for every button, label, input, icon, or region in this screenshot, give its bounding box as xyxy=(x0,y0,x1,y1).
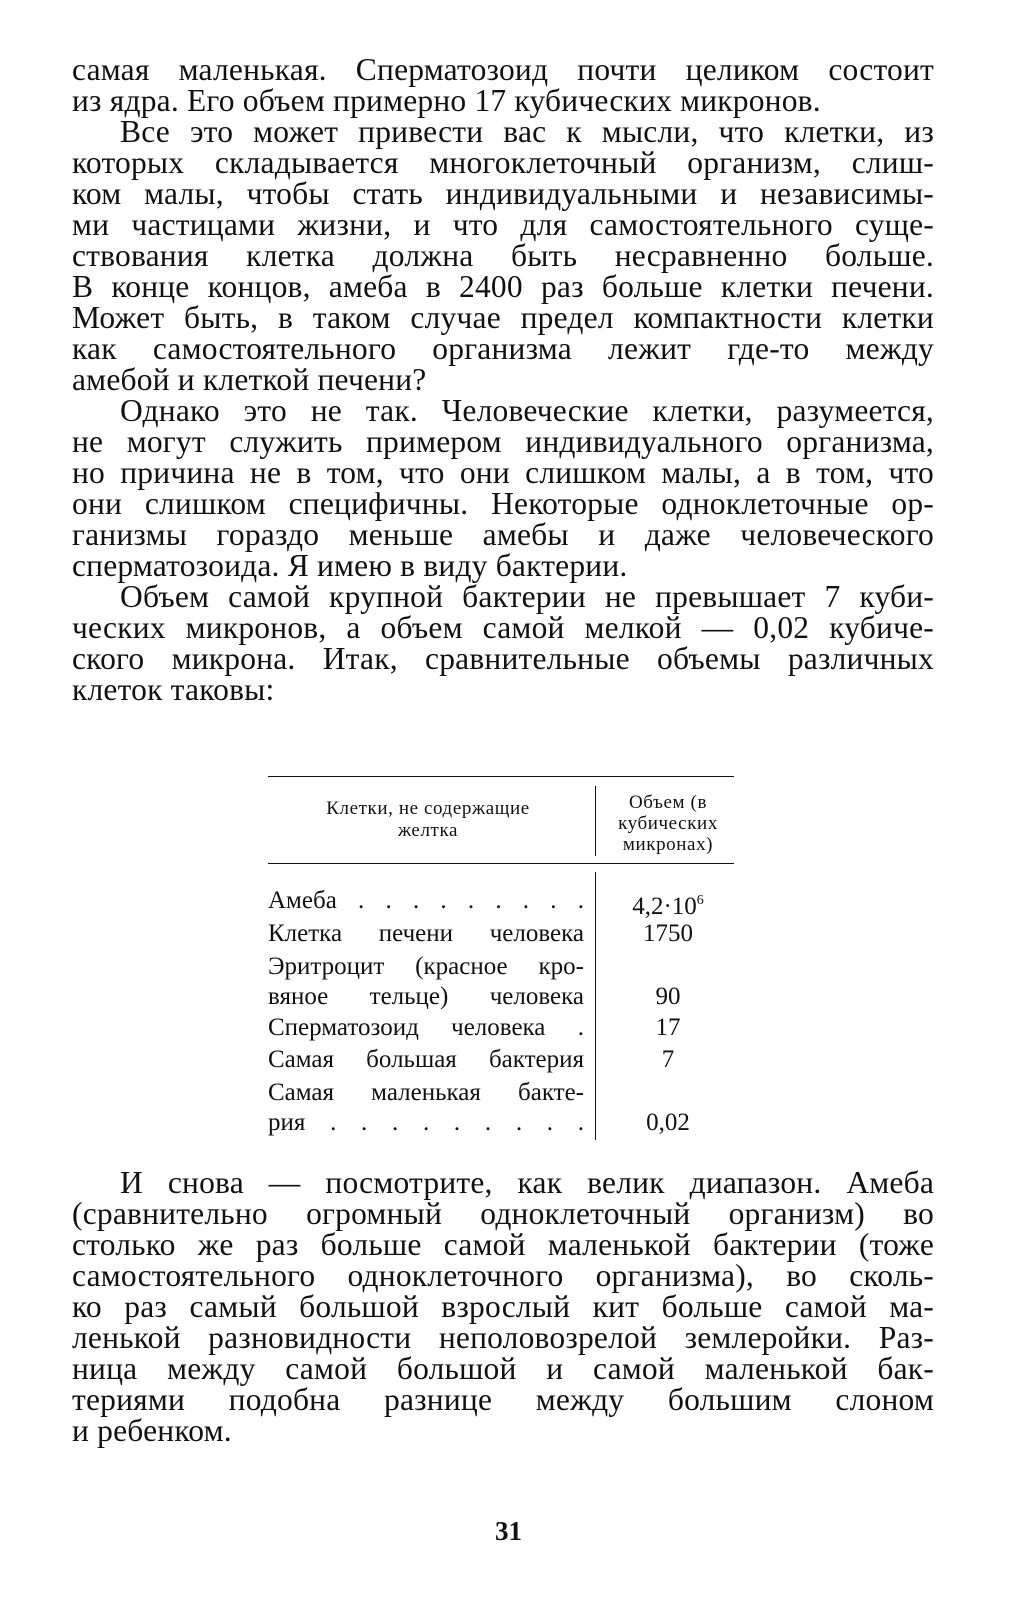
text-line: ганизмы гораздо меньше амебы и даже человеческого xyxy=(72,517,934,552)
text-line: не могут служить примером индивидуального организма, xyxy=(72,424,934,459)
table-row-value xyxy=(602,1045,734,1075)
table-row-name-line: Сперматозоид человека . xyxy=(268,1014,584,1041)
page-body xyxy=(72,54,934,705)
text-block-top xyxy=(72,54,934,705)
paragraph xyxy=(72,581,934,705)
table-row-value-text: 7 xyxy=(661,1046,675,1073)
text-line: ского микрона. Итак, сравнительные объемы различных xyxy=(72,641,934,676)
text-line: ница между самой большой и самой маленькой бак- xyxy=(72,1351,934,1386)
text-line: они слишком специфичны. Некоторые одноклеточные ор- xyxy=(72,486,934,521)
text-line: как самостоятельного организма лежит где-то между xyxy=(72,331,934,366)
text-line: Однако это не так. Человеческие клетки, разумеется, xyxy=(120,393,934,428)
table-row-name xyxy=(268,1013,584,1043)
table-row-name xyxy=(268,1045,584,1075)
table-body-divider xyxy=(595,872,596,1140)
paragraph xyxy=(72,1167,934,1446)
text-line: амебой и клеткой печени? xyxy=(72,362,427,397)
text-line: ми частицами жизни, и что для самостоятельного суще- xyxy=(72,207,934,242)
table-row-value-exponent: 6 xyxy=(696,893,704,908)
table-row-name-line: Амеба . . . . . . . . . xyxy=(268,887,584,914)
text-line: Все это может привести вас к мысли, что клетки, из xyxy=(120,114,934,149)
table-row-name xyxy=(268,952,584,1012)
text-line: самая маленькая. Сперматозоид почти целиком состоит xyxy=(72,52,934,87)
table-row-name-line: Клетка печени человека xyxy=(268,920,584,947)
table-header-cells-line: желтка xyxy=(397,820,459,841)
text-line: столько же раз больше самой маленькой бактерии (тоже xyxy=(72,1227,934,1262)
text-line: (сравнительно огромный одноклеточный организм) во xyxy=(72,1196,934,1231)
text-line: и ребенком. xyxy=(72,1413,232,1448)
table-row-name-line: рия . . . . . . . . . xyxy=(268,1109,584,1136)
table-header-divider xyxy=(595,786,596,856)
text-line: ствования клетка должна быть несравненно больше. xyxy=(72,238,934,273)
table-row-name xyxy=(268,1078,584,1138)
text-line: ко раз самый большой взрослый кит больше самой ма- xyxy=(72,1289,934,1324)
text-line: самостоятельного одноклеточного организма), во сколь- xyxy=(72,1258,934,1293)
text-line: В конце концов, амеба в 2400 раз больше клетки печени. xyxy=(72,269,934,304)
text-line: Может быть, в таком случае предел компактности клетки xyxy=(72,300,934,335)
table-row-name xyxy=(268,919,584,949)
text-line: но причина не в том, что они слишком малы, а в том, что xyxy=(72,455,934,490)
page-number: 31 xyxy=(495,1516,522,1546)
text-line: из ядра. Его объем примерно 17 кубических микронов. xyxy=(72,83,821,118)
table-header-cells-line: Клетки, не содержащие xyxy=(326,798,530,819)
text-line: ком малы, чтобы стать индивидуальными и независимы- xyxy=(72,176,934,211)
table-header-rule xyxy=(268,863,734,864)
table-row-value xyxy=(602,886,734,922)
table-row-name-line: вяное тельце) человека xyxy=(268,983,584,1010)
text-block-bottom xyxy=(72,1167,934,1446)
text-line: ленькой разновидности неполовозрелой землеройки. Раз- xyxy=(72,1320,934,1355)
table-top-rule xyxy=(268,776,734,777)
table-row-value xyxy=(602,919,734,949)
table-row-value-text: 4,2·10 xyxy=(632,893,697,920)
text-line: ческих микронов, а объем самой мелкой — 0,02 кубиче- xyxy=(72,610,934,645)
table-header-volume xyxy=(602,792,734,855)
paragraph xyxy=(72,54,934,116)
table-header-cells xyxy=(268,798,588,842)
text-line: клеток таковы: xyxy=(72,672,275,707)
text-line: которых складывается многоклеточный организм, слиш- xyxy=(72,145,934,180)
table-row-name-line: Самая большая бактерия xyxy=(268,1046,584,1073)
text-line: сперматозоида. Я имею в виду бактерии. xyxy=(72,548,628,583)
table-row-value xyxy=(602,1013,734,1043)
text-line: териями подобна разнице между большим слоном xyxy=(72,1382,934,1417)
table-row-value-text: 17 xyxy=(655,1014,681,1041)
table-row-value-text: 0,02 xyxy=(646,1109,690,1136)
cell-volume-table xyxy=(268,776,734,1144)
table-header-volume-line: кубических xyxy=(618,813,718,834)
table-row-value xyxy=(602,1108,734,1138)
text-line: И снова — посмотрите, как велик диапазон. Амеба xyxy=(120,1165,934,1200)
table-header-volume-line: микронах) xyxy=(622,834,714,855)
page-body-bottom xyxy=(72,1167,934,1446)
paragraph xyxy=(72,395,934,581)
table-row-value-text: 90 xyxy=(655,983,681,1010)
table-header-volume-line: Объем (в xyxy=(628,792,708,813)
table-row-name-line: Самая маленькая бакте- xyxy=(268,1079,584,1106)
table-row-value xyxy=(602,982,734,1012)
paragraph xyxy=(72,116,934,395)
table-row-value-text: 1750 xyxy=(643,920,693,947)
text-line: Объем самой крупной бактерии не превышает 7 куби- xyxy=(120,579,934,614)
table-row-name xyxy=(268,886,584,916)
table-row-name-line: Эритроцит (красное кро- xyxy=(268,953,584,980)
